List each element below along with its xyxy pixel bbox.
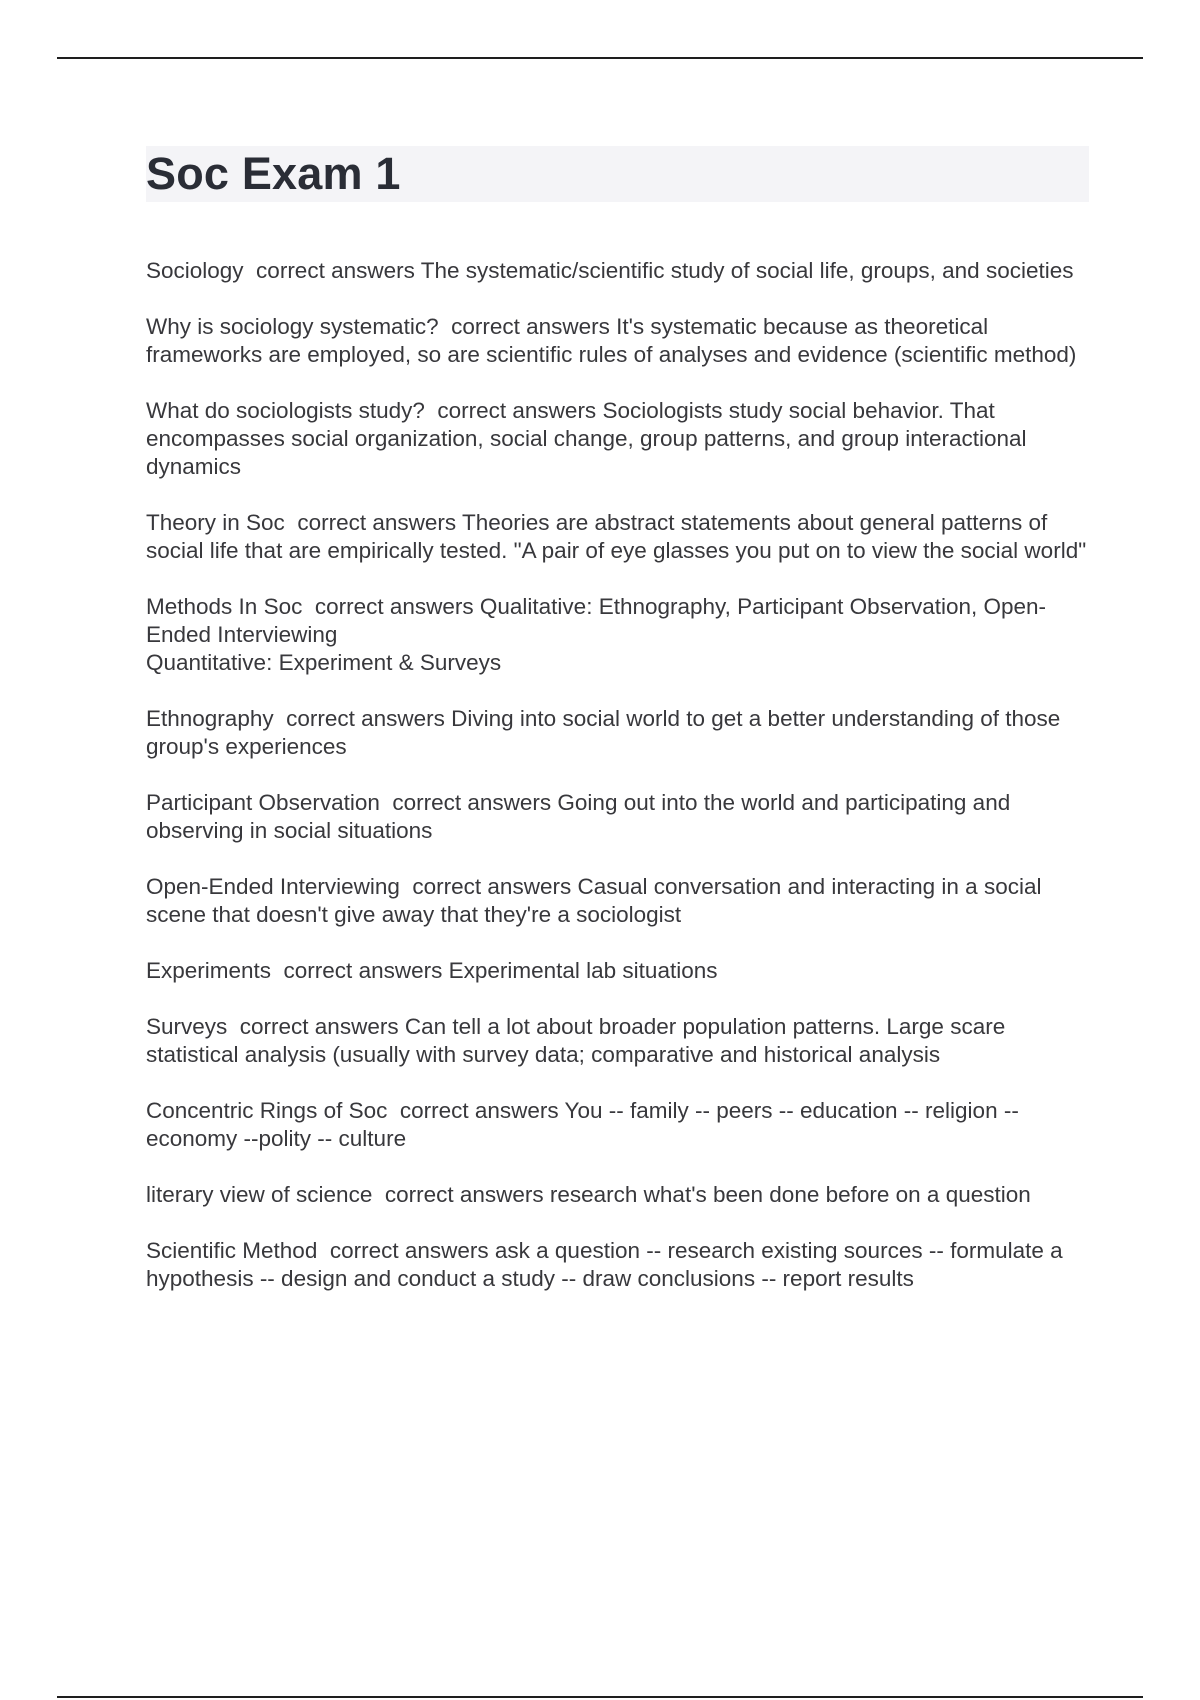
top-divider — [57, 57, 1143, 59]
flashcard-entry: Ethnography correct answers Diving into social world to get a better understanding of those group's experiences — [146, 706, 1067, 759]
flashcard-entry: Theory in Soc correct answers Theories are abstract statements about general patterns of social life that are empirically tested. "A pair of eye glasses you put on to view the social world" — [146, 510, 1087, 563]
flashcard-entry: Concentric Rings of Soc correct answers You -- family -- peers -- education -- religion -- economy --polity -- culture — [146, 1098, 1026, 1151]
flashcard-entry: literary view of science correct answers research what's been done before on a question — [146, 1182, 1031, 1207]
page-title: Soc Exam 1 — [146, 148, 401, 199]
flashcard-entry: Experiments correct answers Experimental lab situations — [146, 958, 718, 983]
flashcard-entry: Surveys correct answers Can tell a lot about broader population patterns. Large scare statistical analysis (usually with survey data; comparative and historical analysis — [146, 1014, 1012, 1067]
flashcard-entry: Methods In Soc correct answers Qualitative: Ethnography, Participant Observation, Open-Ended Interviewing Quantitative: Experiment & Surveys — [146, 594, 1047, 675]
bottom-divider — [57, 1696, 1143, 1698]
flashcard-list — [146, 257, 1091, 1321]
flashcard-entry: What do sociologists study? correct answers Sociologists study social behavior. That encompasses social organization, social change, group patterns, and group interactional dynamics — [146, 398, 1033, 479]
flashcard-entry: Why is sociology systematic? correct answers It's systematic because as theoretical frameworks are employed, so are scientific rules of analyses and evidence (scientific method) — [146, 314, 1077, 367]
flashcard-entry: Open-Ended Interviewing correct answers Casual conversation and interacting in a social scene that doesn't give away that they're a sociologist — [146, 874, 1048, 927]
flashcard-entry: Participant Observation correct answers Going out into the world and participating and observing in social situations — [146, 790, 1017, 843]
flashcard-entry: Sociology correct answers The systematic/scientific study of social life, groups, and societies — [146, 258, 1074, 283]
flashcard-entry: Scientific Method correct answers ask a question -- research existing sources -- formulate a hypothesis -- design and conduct a study -- draw conclusions -- report results — [146, 1238, 1069, 1291]
